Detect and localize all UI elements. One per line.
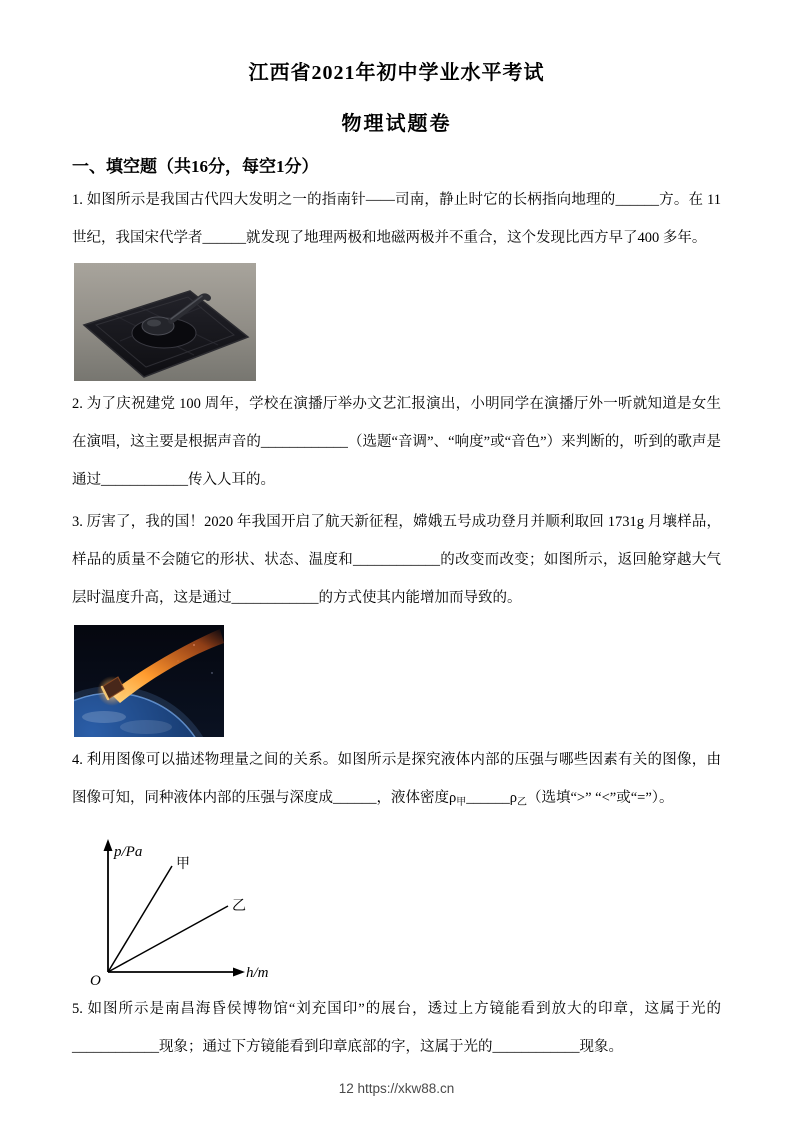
rho-symbol-yi: ρ bbox=[509, 790, 517, 806]
line-jia bbox=[108, 866, 172, 972]
x-axis-arrow bbox=[233, 968, 245, 977]
pressure-depth-graph bbox=[78, 834, 278, 986]
series-label-jia: 甲 bbox=[176, 857, 190, 872]
y-axis-label: p/Pa bbox=[114, 844, 143, 860]
origin-label: O bbox=[90, 973, 101, 986]
sinan-compass-photo bbox=[74, 263, 256, 381]
question-4-text: 4. 利用图像可以描述物理量之间的关系。如图所示是探究液体内部的压强与哪些因素有关的图像，由图像可知，同种液体内部的压强与深度成______，液体密度 bbox=[72, 752, 721, 806]
question-4 bbox=[72, 741, 721, 822]
question-4-choices: （选填“>” “<”或“=”）。 bbox=[527, 790, 674, 806]
subscript-yi: 乙 bbox=[517, 797, 527, 808]
series-label-yi: 乙 bbox=[232, 899, 246, 914]
subscript-jia: 甲 bbox=[456, 797, 467, 808]
sinan-compass-illustration bbox=[74, 263, 256, 381]
pressure-depth-graph-svg bbox=[78, 834, 278, 986]
y-axis-arrow bbox=[104, 839, 113, 851]
x-axis-label: h/m bbox=[246, 965, 269, 981]
question-1: 1. 如图所示是我国古代四大发明之一的指南针——司南，静止时它的长柄指向地理的______方。在 11 世纪，我国宋代学者______就发现了地理两极和地磁两极并不重合，这个发现比西方早了400 多年。 bbox=[72, 192, 721, 246]
line-yi bbox=[108, 906, 228, 972]
question-4-blank: ______ bbox=[466, 790, 510, 806]
page-title: 江西省2021年初中学业水平考试 bbox=[248, 62, 545, 84]
question-5: 5. 如图所示是南昌海昏侯博物馆“刘充国印”的展台，透过上方镜能看到放大的印章，这属于光的____________现象；通过下方镜能看到印章底部的字，这属于光的____________现象。 bbox=[72, 1001, 721, 1055]
page-subtitle: 物理试题卷 bbox=[341, 113, 452, 135]
section-heading: 一、填空题（共16分，每空1分） bbox=[72, 157, 319, 176]
rho-symbol-jia: ρ bbox=[449, 790, 457, 806]
reentry-capsule-photo bbox=[74, 625, 224, 737]
question-3: 3. 厉害了，我的国！2020 年我国开启了航天新征程，嫦娥五号成功登月并顺利取回 1731g 月壤样品，样品的质量不会随它的形状、状态、温度和____________的改变而改变；如图所示，返回舱穿越大气层时温度升高，这是通过____________的方式使其内能增加而导致的。 bbox=[72, 514, 721, 606]
reentry-capsule-illustration bbox=[74, 625, 224, 737]
question-2: 2. 为了庆祝建党 100 周年，学校在演播厅举办文艺汇报演出，小明同学在演播厅外一听就知道是女生在演唱，这主要是根据声音的____________（选题“音调”、“响度”或“音色”）来判断的，听到的歌声是通过____________传入人耳的。 bbox=[72, 396, 721, 488]
page-footer: 12 https://xkw88.cn bbox=[338, 1081, 455, 1096]
